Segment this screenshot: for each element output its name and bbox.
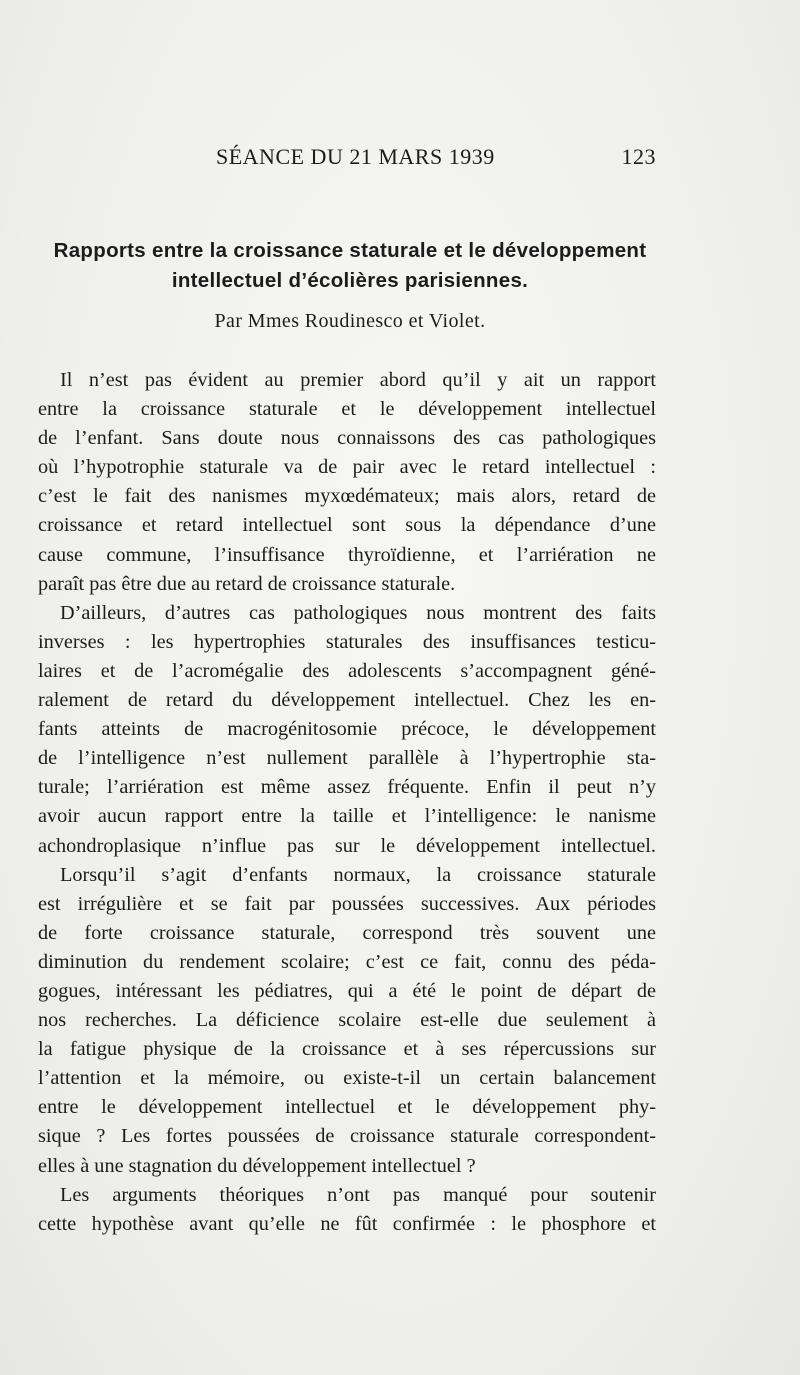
text-line: Lorsqu’il s’agit d’enfants normaux, la croissance staturale (60, 863, 656, 886)
text-line: est irrégulière et se fait par poussées successives. Aux périodes (38, 892, 656, 915)
text-line: de l’enfant. Sans doute nous connaissons des cas pathologiques (38, 427, 656, 450)
text-line: Il n’est pas évident au premier abord qu’il y ait un rapport (60, 369, 656, 391)
text-line: paraît pas être due au retard de croissance staturale. (38, 572, 456, 595)
article-title-line: intellectuel d’écolières parisiennes. (171, 269, 529, 292)
text-line: où l’hypotrophie staturale va de pair avec le retard intellectuel : (38, 456, 656, 479)
text-line: Les arguments théoriques n’ont pas manqué pour soutenir (60, 1183, 656, 1206)
text-line: fants atteints de macrogénitosomie précoce, le développement (38, 718, 656, 741)
text-line: diminution du rendement scolaire; c’est ce fait, connu des péda- (38, 950, 656, 973)
text-line: entre le développement intellectuel et le développement phy- (38, 1096, 656, 1119)
text-line: c’est le fait des nanismes myxœdémateux; mais alors, retard de (38, 485, 656, 508)
running-head (40, 144, 656, 176)
text-line: laires et de l’acromégalie des adolescents s’accompagnent géné- (38, 659, 656, 682)
text-line: turale; l’arriération est même assez fréquente. Enfin il peut n’y (38, 776, 656, 799)
text-line: cette hypothèse avant qu’elle ne fût confirmée : le phosphore et (38, 1212, 656, 1235)
running-head-title: SÉANCE DU 21 MARS 1939 (216, 144, 495, 169)
text-line: gogues, intéressant les pédiatres, qui a été le point de départ de (38, 979, 656, 1002)
text-line: croissance et retard intellectuel sont sous la dépendance d’une (38, 514, 656, 537)
page-number: 123 (621, 144, 656, 169)
text-line: l’attention et la mémoire, ou existe-t-il un certain balancement (38, 1067, 656, 1090)
article-byline: Par Mmes Roudinesco et Violet. (214, 310, 486, 332)
text-line: D’ailleurs, d’autres cas pathologiques nous montrent des faits (60, 601, 656, 624)
text-line: entre la croissance staturale et le développement intellectuel (38, 398, 656, 421)
text-line: de l’intelligence n’est nullement parallèle à l’hypertrophie sta- (38, 747, 656, 770)
text-line: nos recherches. La déficience scolaire est-elle due seulement à (38, 1009, 656, 1032)
article-title-line: Rapports entre la croissance staturale et le développement (53, 239, 647, 262)
text-line: cause commune, l’insuffisance thyroïdienne, et l’arriération ne (38, 543, 656, 566)
text-line: elles à une stagnation du développement intellectuel ? (38, 1154, 476, 1177)
text-line: ralement de retard du développement intellectuel. Chez les en- (38, 689, 656, 712)
text-line: de forte croissance staturale, correspond très souvent une (38, 921, 656, 944)
text-line: la fatigue physique de la croissance et à ses répercussions sur (38, 1038, 656, 1061)
article-title (40, 236, 660, 296)
text-line: avoir aucun rapport entre la taille et l’intelligence: le nanisme (38, 805, 656, 828)
article-body (38, 366, 656, 1239)
text-line: inverses : les hypertrophies staturales des insuffisances testicu- (38, 630, 656, 653)
text-line: sique ? Les fortes poussées de croissance staturale correspondent- (38, 1125, 656, 1148)
text-line: achondroplasique n’influe pas sur le développement intellectuel. (38, 834, 656, 857)
